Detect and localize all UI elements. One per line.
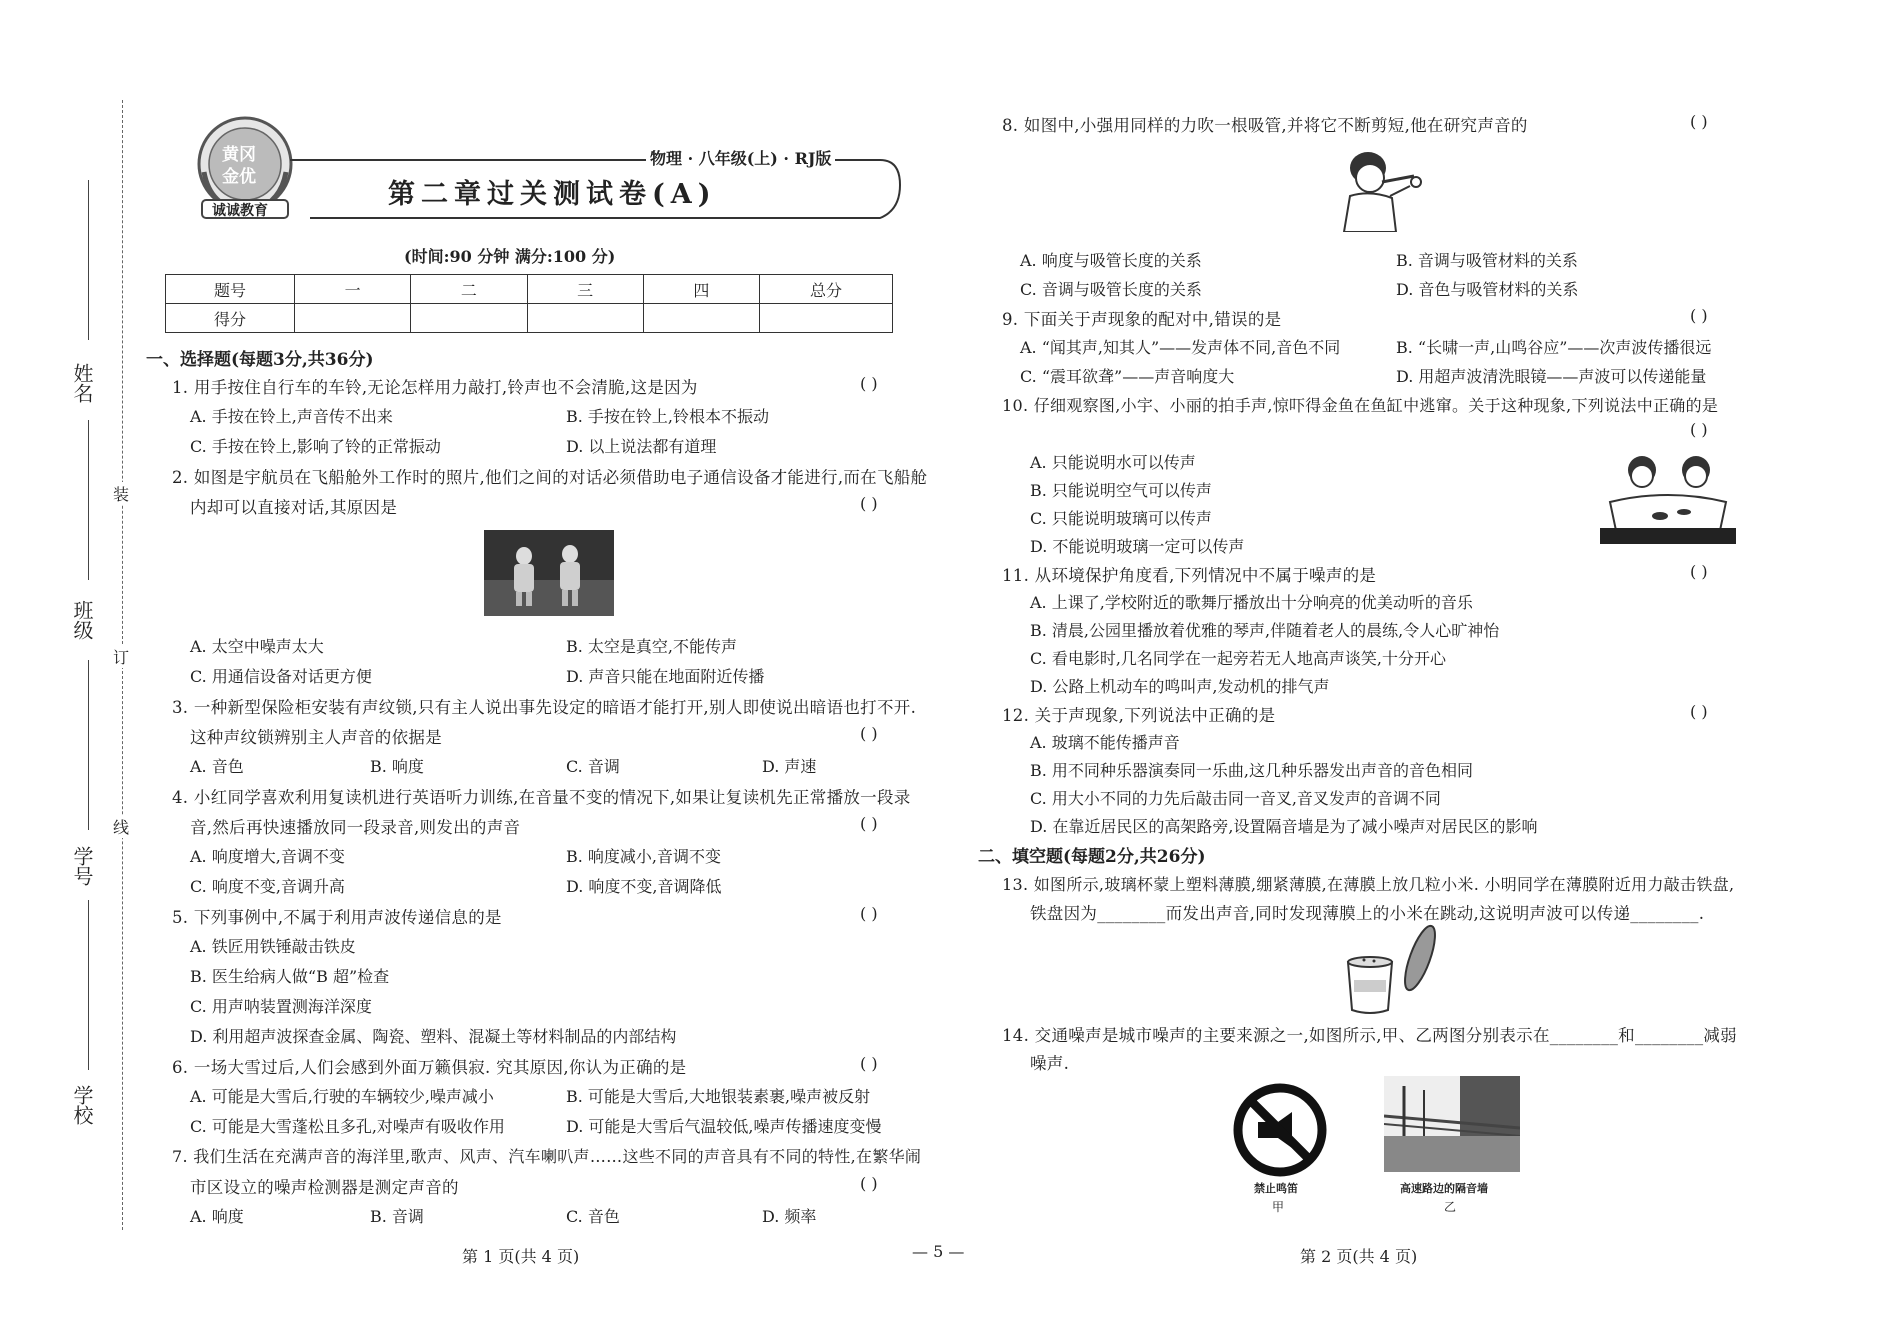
school-line[interactable]: [88, 900, 89, 1070]
boy-blowing-straw-icon: [1330, 146, 1430, 232]
q5-option-a[interactable]: A. 铁匠用铁锤敲击铁皮: [190, 937, 356, 956]
q1-answer-blank[interactable]: ( ): [860, 374, 878, 393]
astronaut-photo: [484, 530, 614, 616]
q6-answer-blank[interactable]: ( ): [860, 1054, 878, 1073]
q1-option-b[interactable]: B. 手按在铃上,铃根本不振动: [566, 407, 770, 426]
score-table: [165, 274, 893, 333]
cup-and-pan-image: [1340, 924, 1450, 1016]
q7-option-d[interactable]: D. 频率: [762, 1207, 817, 1226]
q12-answer-blank[interactable]: ( ): [1690, 702, 1708, 721]
q14-stem-line2: 噪声.: [1030, 1054, 1070, 1073]
q4-stem-line2: 音,然后再快速播放同一段录音,则发出的声音: [190, 818, 521, 837]
q5-option-c[interactable]: C. 用声呐装置测海洋深度: [190, 997, 372, 1016]
q6-stem: 6. 一场大雪过后,人们会感到外面万籁俱寂. 究其原因,你认为正确的是: [172, 1058, 687, 1077]
q7-option-c[interactable]: C. 音色: [566, 1207, 620, 1226]
fish-tank-image: [1600, 448, 1736, 544]
q10-option-b[interactable]: B. 只能说明空气可以传声: [1030, 481, 1212, 500]
q2-option-a[interactable]: A. 太空中噪声太大: [190, 637, 324, 656]
score-header-cell: 四: [643, 275, 759, 304]
section-fill-title: 二、填空题(每题2分,共26分): [978, 847, 1206, 867]
q9-stem: 9. 下面关于声现象的配对中,错误的是: [1002, 310, 1282, 329]
q10-stem: 10. 仔细观察图,小宇、小丽的拍手声,惊吓得金鱼在鱼缸中逃窜。关于这种现象,下列说法中正确的是: [1002, 396, 1719, 415]
no-horn-label: 甲: [1272, 1200, 1285, 1214]
q7-option-a[interactable]: A. 响度: [190, 1207, 244, 1226]
score-header-cell: 总分: [760, 275, 893, 304]
time-info: (时间:90 分钟 满分:100 分): [404, 247, 616, 266]
q3-option-c[interactable]: C. 音调: [566, 757, 620, 776]
q7-stem-line2: 市区设立的噪声检测器是测定声音的: [190, 1178, 459, 1197]
name-line[interactable]: [88, 180, 89, 340]
no-honking-icon: [1232, 1082, 1328, 1178]
q10-answer-blank[interactable]: ( ): [1690, 420, 1708, 439]
bind-char-xian: 线: [113, 815, 129, 838]
q9-answer-blank[interactable]: ( ): [1690, 306, 1708, 325]
score-cell[interactable]: [411, 304, 527, 333]
q13-stem-line2[interactable]: 铁盘因为________而发出声音,同时发现薄膜上的小米在跳动,这说明声波可以传递________.: [1030, 904, 1705, 923]
edition-label: 物理 · 八年级(上) · RJ版: [646, 146, 835, 169]
q3-stem-line1: 3. 一种新型保险柜安装有声纹锁,只有主人说出事先设定的暗语才能打开,别人即使说出暗语也打不开.: [172, 698, 917, 717]
q11-stem: 11. 从环境保护角度看,下列情况中不属于噪声的是: [1002, 566, 1377, 585]
no-horn-sign: [1232, 1082, 1328, 1178]
q5-option-d[interactable]: D. 利用超声波探查金属、陶瓷、塑料、混凝土等材料制品的内部结构: [190, 1027, 677, 1046]
q12-option-c[interactable]: C. 用大小不同的力先后敲击同一音叉,音叉发声的音调不同: [1030, 789, 1441, 808]
score-header-cell: 二: [411, 275, 527, 304]
logo-text-bottom: 诚诚教育: [212, 203, 268, 219]
cup-membrane-pan-icon: [1340, 924, 1450, 1016]
q9-option-c[interactable]: C. “震耳欲聋”——声音响度大: [1020, 367, 1235, 386]
sound-barrier-label: 乙: [1444, 1200, 1457, 1214]
q9-option-b[interactable]: B. “长啸一声,山鸣谷应”——次声波传播很远: [1396, 338, 1712, 357]
q14-stem-line1[interactable]: 14. 交通噪声是城市噪声的主要来源之一,如图所示,甲、乙两图分别表示在________和________减弱: [1002, 1026, 1737, 1045]
logo-text-mid: 金优: [222, 167, 256, 187]
q8-option-d[interactable]: D. 音色与吸管材料的关系: [1396, 280, 1579, 299]
q5-stem: 5. 下列事例中,不属于利用声波传递信息的是: [172, 908, 502, 927]
q1-option-c[interactable]: C. 手按在铃上,影响了铃的正常振动: [190, 437, 441, 456]
class-line[interactable]: [88, 420, 89, 580]
sound-barrier-wall-icon: [1384, 1076, 1520, 1172]
q10-option-d[interactable]: D. 不能说明玻璃一定可以传声: [1030, 537, 1245, 556]
score-row: [166, 304, 893, 333]
q8-answer-blank[interactable]: ( ): [1690, 112, 1708, 131]
q2-option-c[interactable]: C. 用通信设备对话更方便: [190, 667, 372, 686]
q1-option-d[interactable]: D. 以上说法都有道理: [566, 437, 717, 456]
bind-char-zhuang: 装: [113, 482, 129, 505]
q4-answer-blank[interactable]: ( ): [860, 814, 878, 833]
q3-option-a[interactable]: A. 音色: [190, 757, 244, 776]
q11-answer-blank[interactable]: ( ): [1690, 562, 1708, 581]
section-choice-title: 一、选择题(每题3分,共36分): [146, 350, 374, 370]
q4-option-d[interactable]: D. 响度不变,音调降低: [566, 877, 722, 896]
q2-stem-line1: 2. 如图是宇航员在飞船舱外工作时的照片,他们之间的对话必须借助电子通信设备才能进行,而在飞船舱: [172, 468, 928, 487]
q2-answer-blank[interactable]: ( ): [860, 494, 878, 513]
q4-option-a[interactable]: A. 响度增大,音调不变: [190, 847, 345, 866]
q2-option-d[interactable]: D. 声音只能在地面附近传播: [566, 667, 765, 686]
children-fish-tank-icon: [1600, 448, 1736, 544]
q4-stem-line1: 4. 小红同学喜欢利用复读机进行英语听力训练,在音量不变的情况下,如果让复读机先正常播放一段录: [172, 788, 911, 807]
q3-answer-blank[interactable]: ( ): [860, 724, 878, 743]
q6-option-a[interactable]: A. 可能是大雪后,行驶的车辆较少,噪声减小: [190, 1087, 494, 1106]
q12-stem: 12. 关于声现象,下列说法中正确的是: [1002, 706, 1276, 725]
q6-option-b[interactable]: B. 可能是大雪后,大地银装素裹,噪声被反射: [566, 1087, 871, 1106]
q1-option-a[interactable]: A. 手按在铃上,声音传不出来: [190, 407, 393, 426]
score-cell[interactable]: [760, 304, 893, 333]
score-header-cell: 三: [527, 275, 643, 304]
q8-option-b[interactable]: B. 音调与吸管材料的关系: [1396, 251, 1578, 270]
q7-option-b[interactable]: B. 音调: [370, 1207, 424, 1226]
q13-stem-line1: 13. 如图所示,玻璃杯蒙上塑料薄膜,绷紧薄膜,在薄膜上放几粒小米. 小明同学在薄膜附近用力敲击铁盘,: [1002, 875, 1735, 894]
score-cell[interactable]: [295, 304, 411, 333]
student-no-label: 学号: [70, 846, 94, 886]
q3-stem-line2: 这种声纹锁辨别主人声音的依据是: [190, 728, 442, 747]
score-cell[interactable]: [527, 304, 643, 333]
q12-option-d[interactable]: D. 在靠近居民区的高架路旁,设置隔音墙是为了减小噪声对居民区的影响: [1030, 817, 1538, 836]
score-cell[interactable]: [643, 304, 759, 333]
publisher-logo: [190, 112, 300, 222]
sound-barrier-photo: [1384, 1076, 1520, 1172]
q8-stem: 8. 如图中,小强用同样的力吹一根吸管,并将它不断剪短,他在研究声音的: [1002, 116, 1528, 135]
q9-option-a[interactable]: A. “闻其声,知其人”——发声体不同,音色不同: [1020, 338, 1341, 357]
q4-option-b[interactable]: B. 响度减小,音调不变: [566, 847, 722, 866]
q12-option-b[interactable]: B. 用不同种乐器演奏同一乐曲,这几种乐器发出声音的音色相同: [1030, 761, 1474, 780]
q7-answer-blank[interactable]: ( ): [860, 1174, 878, 1193]
astronaut-image-icon: [484, 530, 614, 616]
student-no-line[interactable]: [88, 660, 89, 830]
no-horn-caption: 禁止鸣笛: [1254, 1182, 1298, 1195]
page-title: 第二章过关测试卷(A): [388, 179, 717, 210]
q3-option-b[interactable]: B. 响度: [370, 757, 424, 776]
q10-option-c[interactable]: C. 只能说明玻璃可以传声: [1030, 509, 1212, 528]
q6-option-c[interactable]: C. 可能是大雪蓬松且多孔,对噪声有吸收作用: [190, 1117, 505, 1136]
q8-option-a[interactable]: A. 响度与吸管长度的关系: [1020, 251, 1202, 270]
q11-option-b[interactable]: B. 清晨,公园里播放着优雅的琴声,伴随着老人的晨练,令人心旷神怡: [1030, 621, 1500, 640]
q10-option-a[interactable]: A. 只能说明水可以传声: [1030, 453, 1196, 472]
q7-stem-line1: 7. 我们生活在充满声音的海洋里,歌声、风声、汽车喇叭声……这些不同的声音具有不同的特性,在繁华闹: [172, 1147, 922, 1166]
q11-option-d[interactable]: D. 公路上机动车的鸣叫声,发动机的排气声: [1030, 677, 1330, 696]
name-label: 姓名: [70, 363, 94, 403]
bind-char-ding: 订: [113, 645, 129, 668]
q5-answer-blank[interactable]: ( ): [860, 904, 878, 923]
q4-option-c[interactable]: C. 响度不变,音调升高: [190, 877, 345, 896]
sound-barrier-caption: 高速路边的隔音墙: [1400, 1182, 1488, 1195]
q2-stem-line2: 内却可以直接对话,其原因是: [190, 498, 398, 517]
q11-option-a[interactable]: A. 上课了,学校附近的歌舞厅播放出十分响亮的优美动听的音乐: [1030, 593, 1473, 612]
score-row-label: 得分: [166, 304, 295, 333]
q5-option-b[interactable]: B. 医生给病人做“B 超”检查: [190, 967, 390, 986]
score-header-cell: 题号: [166, 275, 295, 304]
q12-option-a[interactable]: A. 玻璃不能传播声音: [1030, 733, 1180, 752]
q9-option-d[interactable]: D. 用超声波清洗眼镜——声波可以传递能量: [1396, 367, 1707, 386]
logo-text-top: 黄冈: [222, 145, 256, 165]
q3-option-d[interactable]: D. 声速: [762, 757, 817, 776]
q2-option-b[interactable]: B. 太空是真空,不能传声: [566, 637, 738, 656]
q8-option-c[interactable]: C. 音调与吸管长度的关系: [1020, 280, 1202, 299]
q6-option-d[interactable]: D. 可能是大雪后气温较低,噪声传播速度变慢: [566, 1117, 882, 1136]
score-header-cell: 一: [295, 275, 411, 304]
school-label: 学校: [70, 1085, 94, 1125]
footer-page-left: 第 1 页(共 4 页): [462, 1247, 580, 1266]
footer-page-center: — 5 —: [912, 1242, 965, 1261]
q1-stem: 1. 用手按住自行车的车铃,无论怎样用力敲打,铃声也不会清脆,这是因为: [172, 378, 698, 397]
q11-option-c[interactable]: C. 看电影时,几名同学在一起旁若无人地高声谈笑,十分开心: [1030, 649, 1447, 668]
straw-boy-image: [1330, 146, 1430, 232]
class-label: 班级: [70, 600, 94, 640]
footer-page-right: 第 2 页(共 4 页): [1300, 1247, 1418, 1266]
score-header-row: [166, 275, 893, 304]
